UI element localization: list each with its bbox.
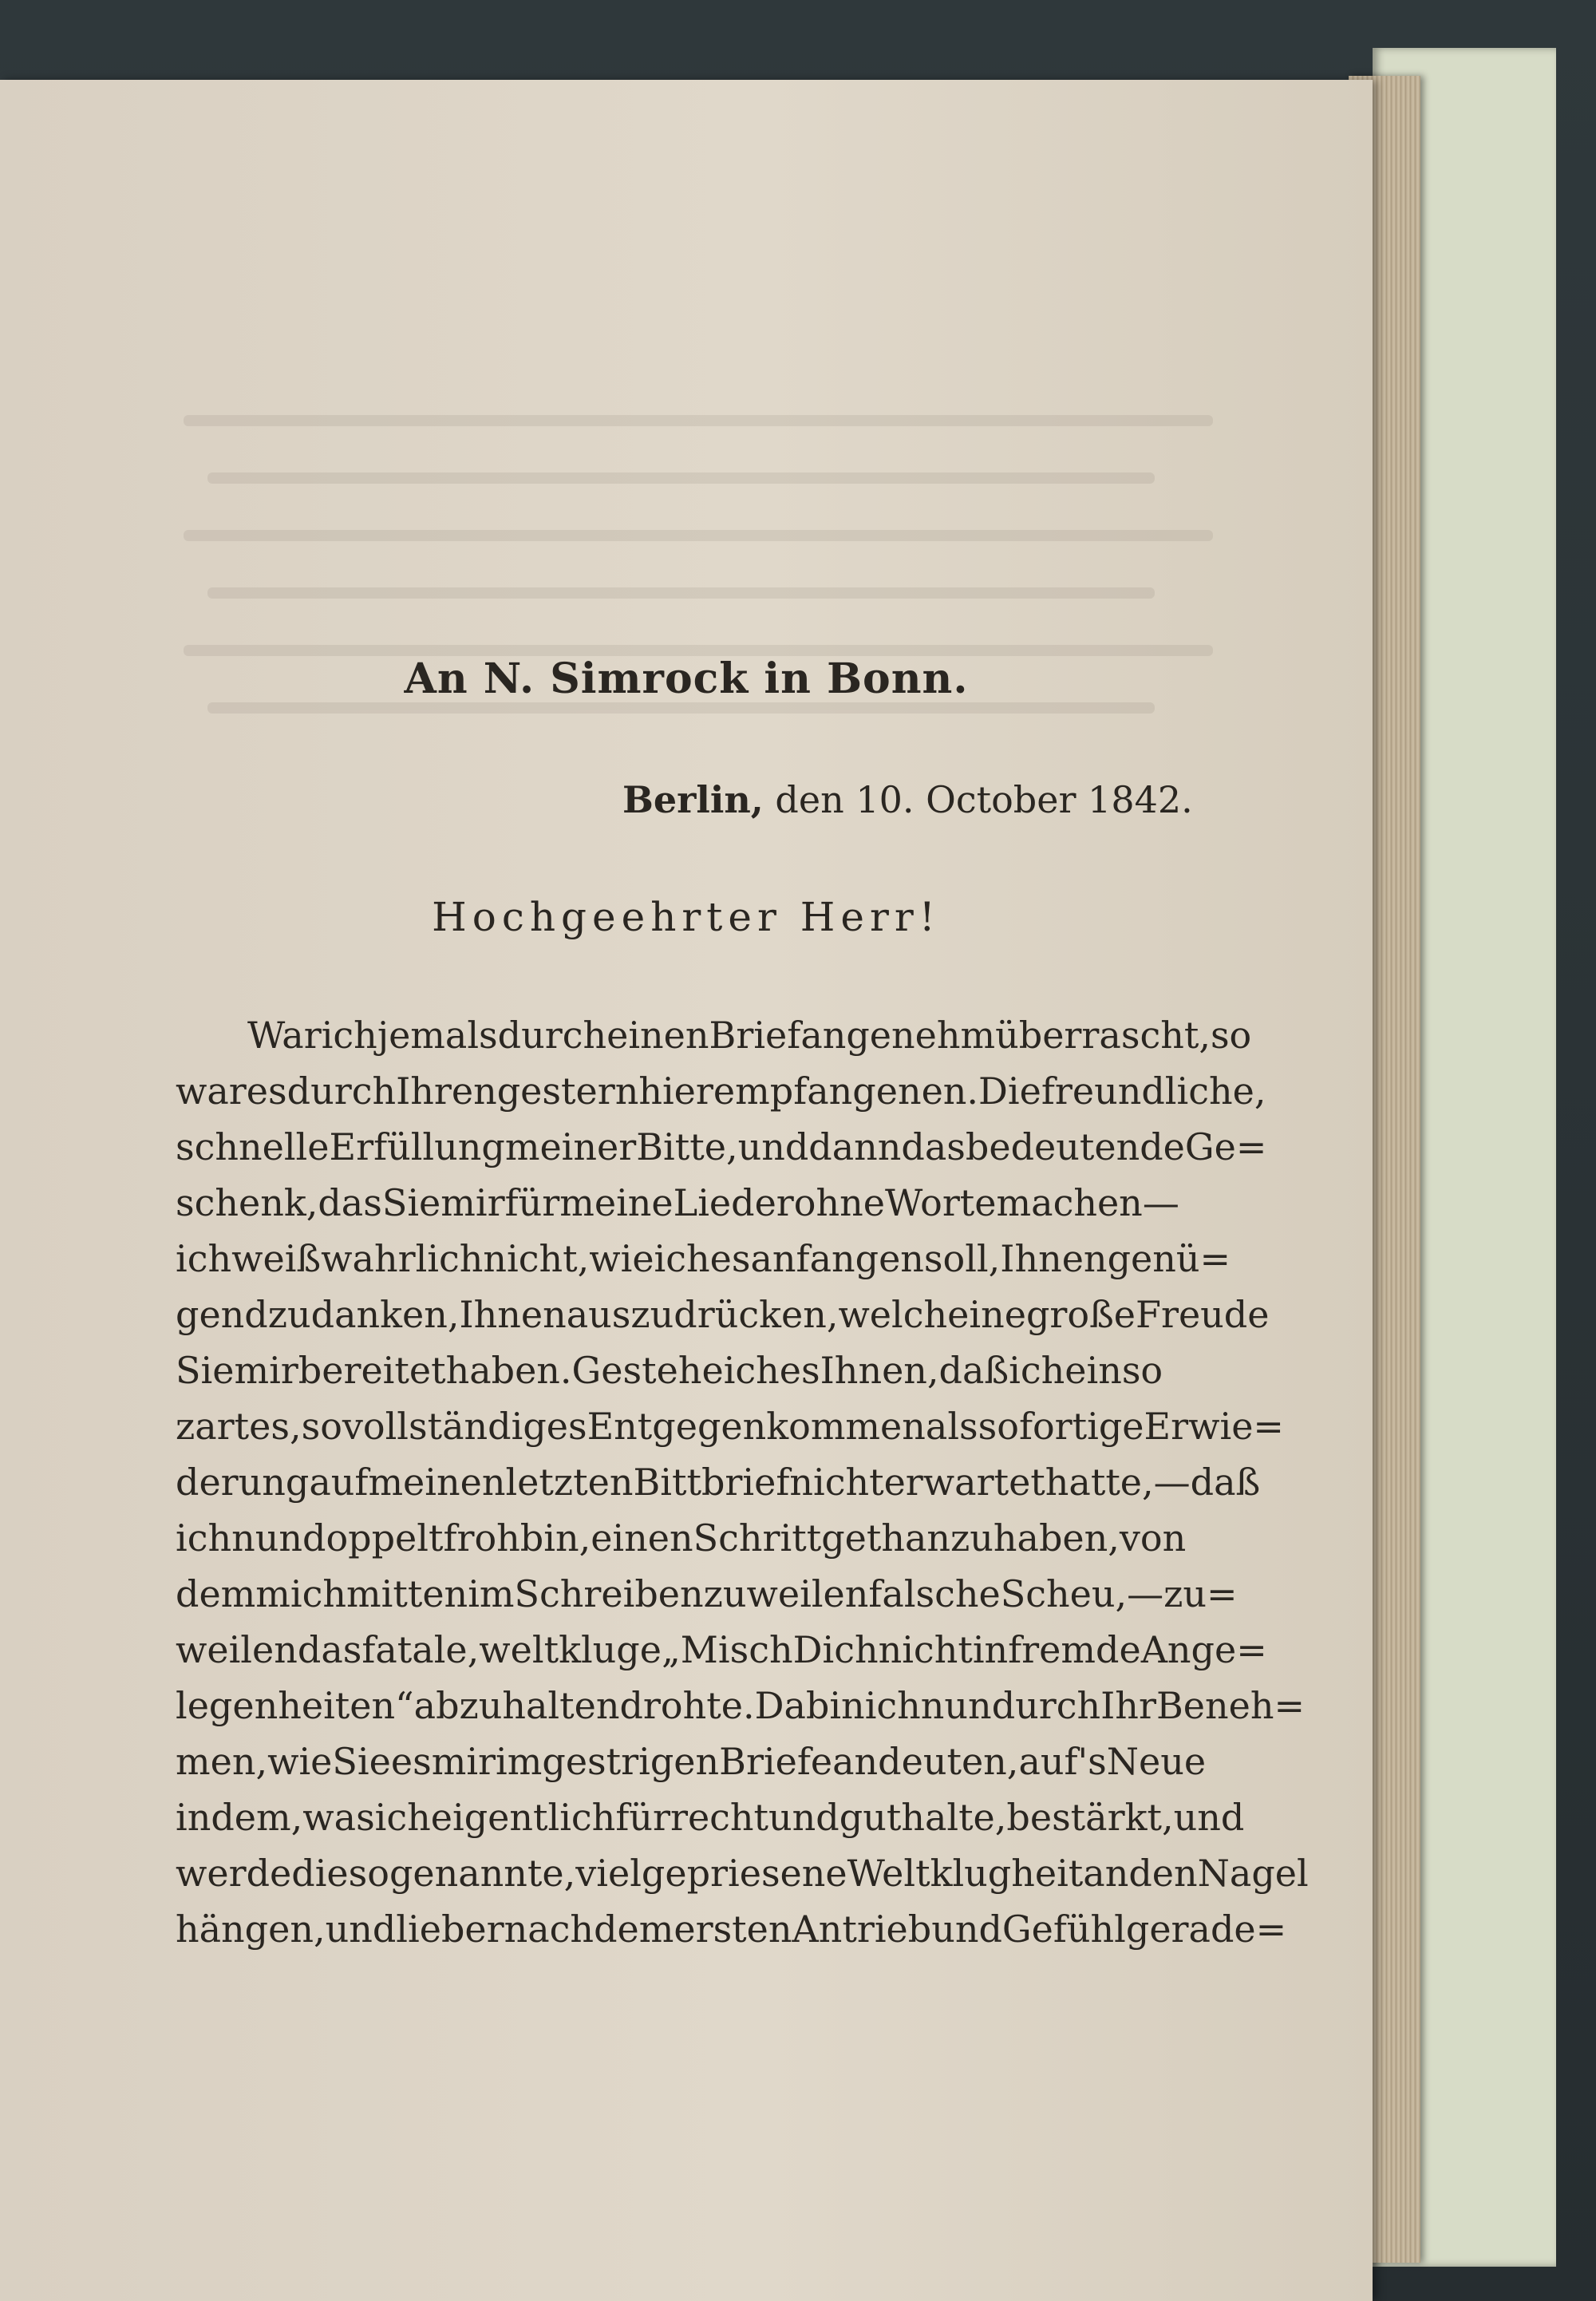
text-line: zartes, so vollständiges Entgegenkommen als sofortige Erwie= [176, 1405, 1284, 1448]
text-line: men, wie Sie es mir im gestrigen Briefe andeuten, auf's Neue [176, 1740, 1207, 1783]
text-line: schnelle Erfüllung meiner Bitte, und dann das bedeutende Ge= [176, 1125, 1267, 1168]
text-line: schenk, das Sie mir für meine Lieder ohne Worte machen — [176, 1181, 1179, 1224]
letter-heading: An N. Simrock in Bonn. [404, 654, 969, 703]
text-line: derung auf meinen letzten Bittbrief nicht erwartet hatte, — daß [176, 1461, 1261, 1504]
dateline-date: den 10. October 1842. [775, 778, 1193, 821]
text-line: Sie mir bereitet haben. Gestehe ich es Ihnen, daß ich ein so [176, 1349, 1163, 1392]
text-line: ich nun doppelt froh bin, einen Schritt gethan zu haben, von [176, 1516, 1187, 1560]
text-line: weilen das fatale, weltkluge „Misch Dich nicht in fremde Ange= [176, 1628, 1267, 1671]
text-line: dem mich mitten im Schreiben zuweilen falsche Scheu, — zu= [176, 1572, 1238, 1615]
text-line: werde die sogenannte, vielgepriesene Weltklugheit an den Nagel [176, 1852, 1309, 1895]
text-line: war es durch Ihren gestern hier empfangenen. Die freundliche, [176, 1069, 1266, 1113]
text-line: War ich jemals durch einen Brief angenehm überrascht, so [247, 1014, 1252, 1057]
dateline [622, 778, 1193, 821]
text-line: gend zu danken, Ihnen auszudrücken, welch eine große Freude [176, 1293, 1270, 1336]
text-line: ich weiß wahrlich nicht, wie ich es anfangen soll, Ihnen genü= [176, 1237, 1231, 1280]
text-line: hängen, und lieber nach dem ersten Antrieb und Gefühl gerade= [176, 1908, 1287, 1951]
dateline-place: Berlin, [622, 778, 764, 821]
letter-body [176, 1007, 1309, 1957]
text-line: legenheiten“ abzuhalten drohte. Da bin ich nun durch Ihr Beneh= [176, 1684, 1305, 1727]
text-line: in dem, was ich eigentlich für recht und gut halte, bestärkt, und [176, 1796, 1245, 1839]
salutation: Hochgeehrter Herr! [432, 894, 941, 940]
